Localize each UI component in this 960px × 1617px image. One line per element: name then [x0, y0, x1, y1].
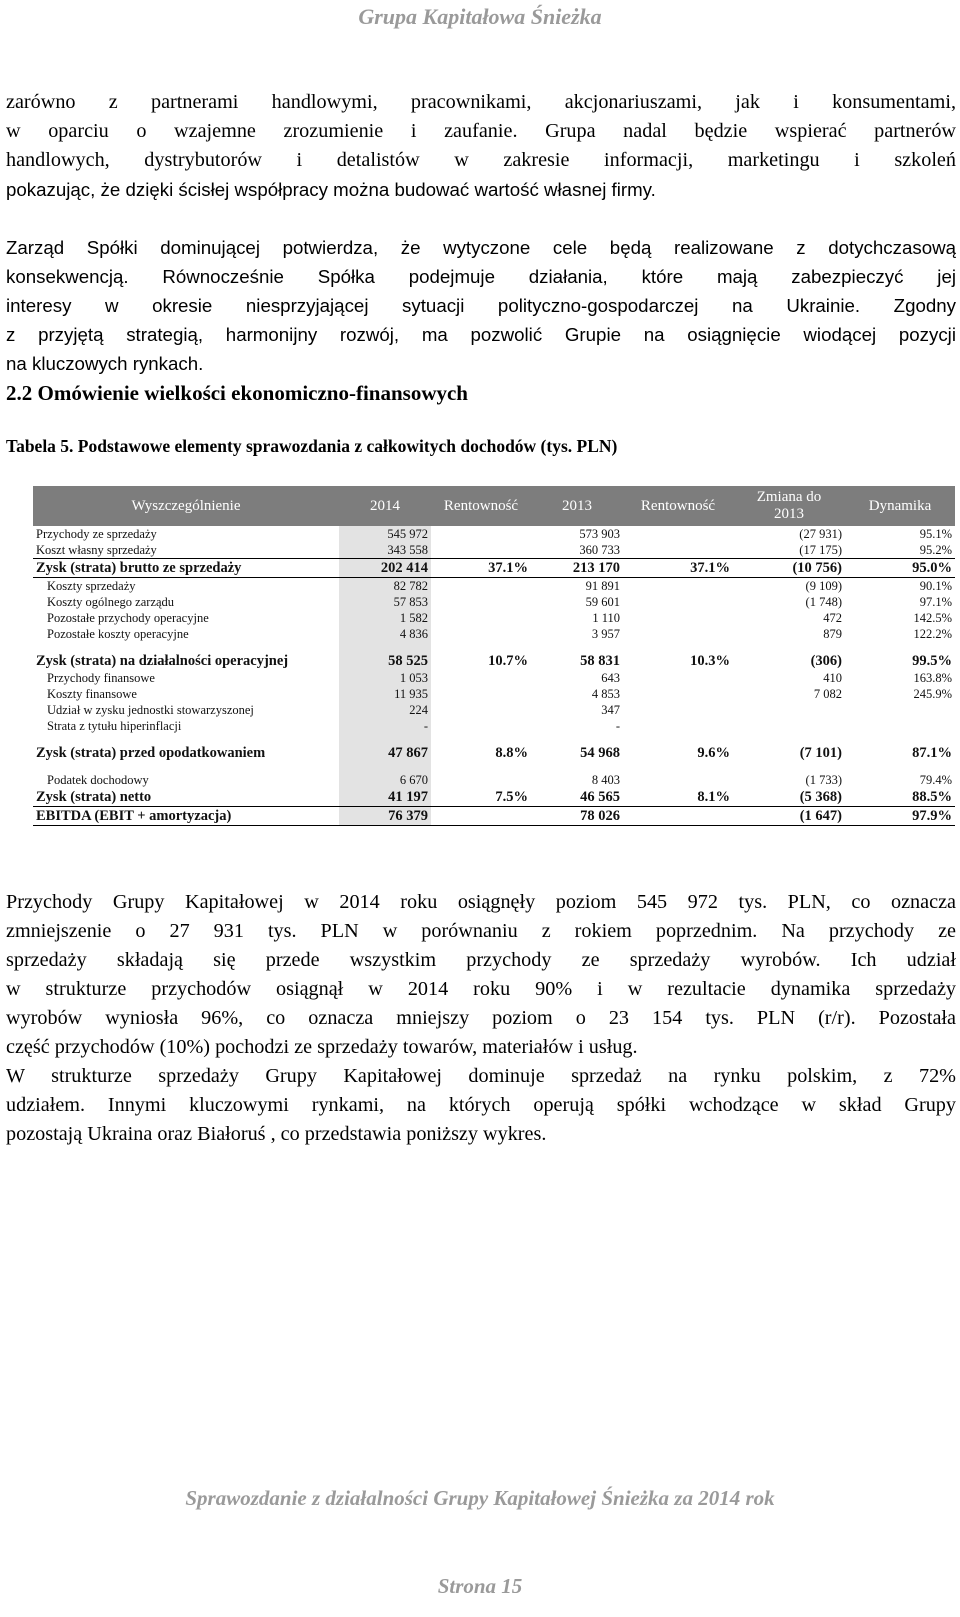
- cell-label: Zysk (strata) przed opodatkowaniem: [36, 745, 266, 761]
- cell-label: EBITDA (EBIT + amortyzacja): [33, 807, 339, 826]
- table-row: [33, 807, 955, 826]
- text-line: w oparciu o wzajemne zrozumienie i zaufanie. Grupa nadal będzie wspierać partnerów: [6, 120, 956, 142]
- cell-dyn: 95.1%: [919, 527, 952, 541]
- cell-r2014: [431, 772, 531, 788]
- text-line: na kluczowych rynkach.: [6, 353, 204, 374]
- cell-v2013: 1 110: [592, 611, 620, 625]
- table-row: [33, 526, 955, 542]
- financial-table: [33, 486, 955, 826]
- cell-r2013: [623, 526, 733, 542]
- cell-v2013: 54 968: [580, 745, 620, 761]
- cell-dyn: 97.1%: [919, 595, 952, 609]
- cell-dyn: 142.5%: [913, 611, 952, 625]
- text-line: pozostają Ukraina oraz Białoruś , co przedstawia poniższy wykres.: [6, 1123, 547, 1145]
- text-line: W strukturze sprzedaży Grupy Kapitałowej dominuje sprzedaż na rynku polskim, z 72%: [6, 1065, 956, 1087]
- table-body: [33, 526, 955, 826]
- cell-change: (306): [810, 653, 842, 669]
- table-caption: Tabela 5. Podstawowe elementy sprawozdania z całkowitych dochodów (tys. PLN): [6, 436, 618, 456]
- col-header-dynamics: Dynamika: [845, 486, 955, 526]
- cell-change: (27 931): [799, 527, 842, 541]
- cell-label: Podatek dochodowy: [47, 773, 149, 787]
- cell-v2013: 4 853: [591, 687, 620, 701]
- cell-label: Koszty sprzedaży: [47, 579, 136, 593]
- cell-change: (5 368): [733, 788, 845, 807]
- cell-change: 7 082: [813, 687, 842, 701]
- cell-label: Zysk (strata) netto: [33, 788, 339, 807]
- cell-v2014: 545 972: [339, 526, 431, 542]
- cell-change: (7 101): [799, 745, 842, 761]
- text-line: w strukturze przychodów osiągnął w 2014 roku 90% i w rezultacie dynamika sprzedaży: [6, 978, 956, 1000]
- text-line: część przychodów (10%) pochodzi ze sprzedaży towarów, materiałów i usług.: [6, 1036, 638, 1058]
- cell-r2014: [431, 686, 531, 702]
- spacer-row: [33, 734, 955, 744]
- cell-v2013: 78 026: [531, 807, 623, 826]
- col-header-margin-2013: Rentowność: [623, 486, 733, 526]
- cell-v2014: 343 558: [339, 542, 431, 559]
- cell-r2013: [623, 578, 733, 595]
- table-row: [33, 626, 955, 642]
- cell-r2013: [623, 702, 733, 718]
- text-line: konsekwencją. Równocześnie Spółka podejmuje działania, które mają zabezpieczyć jej: [6, 266, 956, 287]
- cell-v2014: 82 782: [339, 578, 431, 595]
- cell-r2014: [431, 526, 531, 542]
- col-header-margin-2014: Rentowność: [431, 486, 531, 526]
- cell-r2014: [431, 610, 531, 626]
- cell-label: Przychody ze sprzedaży: [36, 527, 157, 541]
- spacer-row: [33, 762, 955, 772]
- table-row: [33, 702, 955, 718]
- cell-label: Koszty ogólnego zarządu: [47, 595, 175, 609]
- cell-r2014: [431, 578, 531, 595]
- text-line: zmniejszenie o 27 931 tys. PLN w porównaniu z rokiem poprzednim. Na przychody ze: [6, 920, 956, 942]
- col-header-change: [733, 486, 845, 526]
- cell-dyn: 95.0%: [845, 559, 955, 578]
- cell-change: 879: [823, 627, 842, 641]
- table-row: [33, 686, 955, 702]
- cell-v2013: -: [615, 719, 620, 733]
- cell-dyn: 97.9%: [845, 807, 955, 826]
- cell-r2014: [431, 718, 531, 734]
- cell-r2013: 8.1%: [623, 788, 733, 807]
- cell-r2014: 37.1%: [431, 559, 531, 578]
- cell-r2014: [431, 594, 531, 610]
- cell-label: Pozostałe koszty operacyjne: [47, 627, 189, 641]
- table-row: [33, 594, 955, 610]
- table-row: [33, 610, 955, 626]
- cell-dyn: 79.4%: [919, 773, 952, 787]
- table-row: [33, 559, 955, 578]
- text-line: zarówno z partnerami handlowymi, pracownikami, akcjonariuszami, jak i konsumentami,: [6, 91, 956, 113]
- page-number: Strona 15: [437, 1574, 523, 1598]
- table-row: [33, 788, 955, 807]
- cell-v2014: 224: [339, 702, 431, 718]
- cell-change: (1 748): [805, 595, 842, 609]
- cell-r2013: 9.6%: [697, 745, 730, 761]
- cell-dyn: [845, 702, 955, 718]
- cell-r2013: [623, 626, 733, 642]
- text-line: handlowych, dystrybutorów i detalistów w zakresie informacji, marketingu i szkoleń: [6, 149, 956, 171]
- cell-r2013: [623, 686, 733, 702]
- cell-dyn: 88.5%: [845, 788, 955, 807]
- col-header-2013: 2013: [531, 486, 623, 526]
- text-line: Zarząd Spółki dominującej potwierdza, że wytyczone cele będą realizowane z dotychczasową: [6, 237, 956, 258]
- cell-v2014: 41 197: [339, 788, 431, 807]
- cell-r2014: 8.8%: [495, 745, 528, 761]
- cell-label: Zysk (strata) na działalności operacyjnej: [36, 653, 289, 669]
- table-row: [33, 718, 955, 734]
- cell-dyn: 163.8%: [913, 671, 952, 685]
- cell-v2014: 58 525: [339, 652, 431, 670]
- cell-r2013: [623, 670, 733, 686]
- intro-paragraph: [6, 88, 956, 204]
- cell-v2013: 347: [601, 703, 620, 717]
- table-header-row: [33, 486, 955, 526]
- cell-v2013: 643: [601, 671, 620, 685]
- cell-dyn: 90.1%: [919, 579, 952, 593]
- cell-r2013: [623, 718, 733, 734]
- col-header-change-line2: 2013: [774, 506, 804, 522]
- cell-label: Pozostałe przychody operacyjne: [47, 611, 209, 625]
- cell-v2014: 6 670: [339, 772, 431, 788]
- cell-dyn: 95.2%: [845, 542, 955, 559]
- text-line: wyrobów wyniosła 96%, co oznacza mniejszy poziom o 23 154 tys. PLN (r/r). Pozostała: [6, 1007, 956, 1029]
- cell-v2014: 202 414: [339, 559, 431, 578]
- cell-label: Zysk (strata) brutto ze sprzedaży: [33, 559, 339, 578]
- cell-dyn: 87.1%: [912, 745, 952, 761]
- cell-r2014: [431, 702, 531, 718]
- cell-r2013: [623, 542, 733, 559]
- cell-dyn: [845, 718, 955, 734]
- cell-change: (17 175): [733, 542, 845, 559]
- cell-v2013: 58 831: [580, 653, 620, 669]
- cell-r2013: 37.1%: [623, 559, 733, 578]
- cell-label: Koszty finansowe: [47, 687, 137, 701]
- cell-r2013: 10.3%: [690, 653, 730, 669]
- text-line: udziałem. Innymi kluczowymi rynkami, na których operują spółki wchodzące w skład Grupy: [6, 1094, 956, 1116]
- cell-v2013: 59 601: [585, 595, 620, 609]
- cell-v2014: 76 379: [339, 807, 431, 826]
- table-row: [33, 578, 955, 595]
- cell-v2013: 46 565: [531, 788, 623, 807]
- cell-v2014: -: [339, 718, 431, 734]
- cell-r2014: [431, 542, 531, 559]
- text-line: Przychody Grupy Kapitałowej w 2014 roku osiągnęły poziom 545 972 tys. PLN, co oznacza: [6, 891, 956, 913]
- cell-change: [733, 702, 845, 718]
- text-line: pokazując, że dzięki ścisłej współpracy można budować wartość własnej firmy.: [6, 179, 656, 200]
- cell-label: Udział w zysku jednostki stowarzyszonej: [47, 703, 254, 717]
- table-row: [33, 652, 955, 670]
- cell-v2013: 213 170: [531, 559, 623, 578]
- cell-v2014: 11 935: [339, 686, 431, 702]
- cell-r2014: [431, 807, 531, 826]
- cell-r2014: 10.7%: [488, 653, 528, 669]
- table-row: [33, 772, 955, 788]
- cell-v2014: 1 582: [339, 610, 431, 626]
- cell-v2013: 3 957: [591, 627, 620, 641]
- strategy-paragraph: [6, 233, 956, 378]
- cell-dyn: 245.9%: [913, 687, 952, 701]
- spacer-row: [33, 642, 955, 652]
- cell-r2013: [623, 594, 733, 610]
- cell-change: 410: [823, 671, 842, 685]
- table-row: [33, 670, 955, 686]
- cell-r2013: [623, 610, 733, 626]
- cell-change: (1 733): [805, 773, 842, 787]
- section-heading: 2.2 Omówienie wielkości ekonomiczno-finansowych: [6, 381, 468, 405]
- cell-change: 472: [823, 611, 842, 625]
- cell-v2014: 47 867: [339, 744, 431, 762]
- page-footer: Sprawozdanie z działalności Grupy Kapitałowej Śnieżka za 2014 rok: [185, 1486, 775, 1510]
- cell-r2014: 7.5%: [431, 788, 531, 807]
- table-row: [33, 744, 955, 762]
- cell-change: (1 647): [733, 807, 845, 826]
- cell-change: (10 756): [733, 559, 845, 578]
- cell-r2014: [431, 626, 531, 642]
- table-row: [33, 542, 955, 559]
- cell-r2013: [623, 772, 733, 788]
- cell-v2013: 91 891: [585, 579, 620, 593]
- cell-change: (9 109): [805, 579, 842, 593]
- cell-label: Strata z tytułu hiperinflacji: [47, 719, 182, 733]
- text-line: z przyjętą strategią, harmonijny rozwój, ma pozwolić Grupie na osiągnięcie wiodącej pozycji: [6, 324, 956, 345]
- cell-v2014: 57 853: [339, 594, 431, 610]
- cell-r2013: [623, 807, 733, 826]
- cell-v2014: 1 053: [339, 670, 431, 686]
- cell-v2013: 8 403: [591, 773, 620, 787]
- text-line: sprzedaży składają się przede wszystkim przychody ze sprzedaży wyrobów. Ich udział: [6, 949, 956, 971]
- cell-dyn: 99.5%: [912, 653, 952, 669]
- cell-change: [733, 718, 845, 734]
- col-header-change-line1: Zmiana do: [756, 489, 822, 505]
- analysis-paragraph: [6, 888, 956, 1149]
- cell-label: Koszt własny sprzedaży: [33, 542, 339, 559]
- cell-dyn: 122.2%: [913, 627, 952, 641]
- col-header-item: Wyszczególnienie: [33, 486, 339, 526]
- cell-v2014: 4 836: [339, 626, 431, 642]
- col-header-2014: 2014: [339, 486, 431, 526]
- cell-r2014: [431, 670, 531, 686]
- cell-v2013: 573 903: [579, 527, 620, 541]
- page-header: Grupa Kapitałowa Śnieżka: [358, 4, 602, 29]
- cell-label: Przychody finansowe: [47, 671, 155, 685]
- cell-v2013: 360 733: [531, 542, 623, 559]
- text-line: interesy w okresie niesprzyjającej sytuacji polityczno-gospodarczej na Ukrainie. Zgodny: [6, 295, 956, 316]
